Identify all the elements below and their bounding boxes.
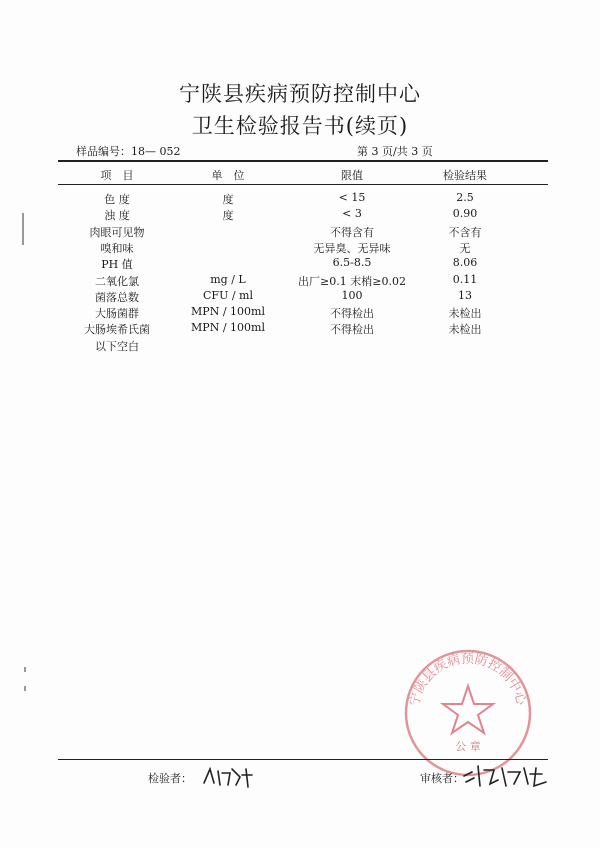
col-header-item: 项 目 [100, 169, 134, 182]
row-limit: 无异臭、无异味 [313, 242, 391, 255]
col-header-unit: 单 位 [211, 169, 245, 182]
row-result: 8.06 [452, 256, 478, 269]
sample-number: 样品编号：18— 052 [76, 145, 181, 158]
row-item: PH 值 [101, 258, 133, 271]
row-limit: 不得检出 [330, 323, 374, 336]
row-result: 0.11 [452, 273, 478, 286]
row-limit: < 15 [338, 191, 366, 204]
row-result: 未检出 [448, 307, 482, 320]
row-result: 不含有 [448, 226, 482, 239]
scan-mark [22, 213, 24, 245]
row-limit: 不得含有 [330, 226, 374, 239]
row-unit: CFU / ml [203, 289, 253, 302]
row-result: 2.5 [456, 191, 474, 204]
page-info: 第 3 页/共 3 页 [357, 145, 433, 158]
row-unit: mg / L [210, 273, 246, 286]
seal-ring-text: 宁陕县疾病预防控制中心 [407, 651, 529, 708]
row-unit: MPN / 100ml [191, 321, 265, 334]
inspector-label: 检验者： [148, 772, 192, 785]
scan-mark [24, 667, 26, 672]
seal-star-icon [443, 686, 493, 733]
table-header-rule [58, 184, 548, 185]
row-item: 大肠菌群 [95, 307, 139, 320]
row-item: 浊 度 [104, 209, 130, 222]
row-item: 菌落总数 [95, 291, 139, 304]
row-result: 无 [459, 242, 471, 255]
inspector-signature [200, 763, 260, 791]
col-header-limit: 限值 [341, 169, 363, 182]
row-item: 色 度 [104, 193, 130, 206]
table-footer-note: 以下空白 [95, 340, 139, 353]
scan-mark [24, 686, 26, 691]
row-limit: 6.5-8.5 [332, 256, 372, 269]
row-limit: 不得检出 [330, 307, 374, 320]
row-limit: 100 [341, 289, 363, 302]
row-item: 嗅和味 [100, 242, 134, 255]
row-item: 二氧化氯 [95, 275, 139, 288]
row-result: 未检出 [448, 323, 482, 336]
row-limit: 出厂≥0.1 末梢≥0.02 [298, 275, 406, 288]
report-title: 卫生检验报告书(续页) [191, 114, 409, 138]
row-result: 13 [458, 289, 472, 302]
seal-label: 公 章 [455, 740, 481, 753]
row-result: 0.90 [452, 207, 478, 220]
table-top-rule [58, 160, 548, 162]
col-header-result: 检验结果 [443, 169, 487, 182]
row-unit: 度 [222, 209, 234, 222]
row-item: 肉眼可见物 [89, 226, 145, 239]
row-limit: < 3 [342, 207, 362, 220]
footer-rule [58, 759, 548, 760]
row-unit: MPN / 100ml [191, 305, 265, 318]
reviewer-label: 审核者： [420, 772, 464, 785]
row-unit: 度 [222, 193, 234, 206]
row-item: 大肠埃希氏菌 [84, 323, 150, 336]
reviewer-signature [462, 762, 552, 790]
org-title: 宁陕县疾病预防控制中心 [179, 82, 421, 106]
